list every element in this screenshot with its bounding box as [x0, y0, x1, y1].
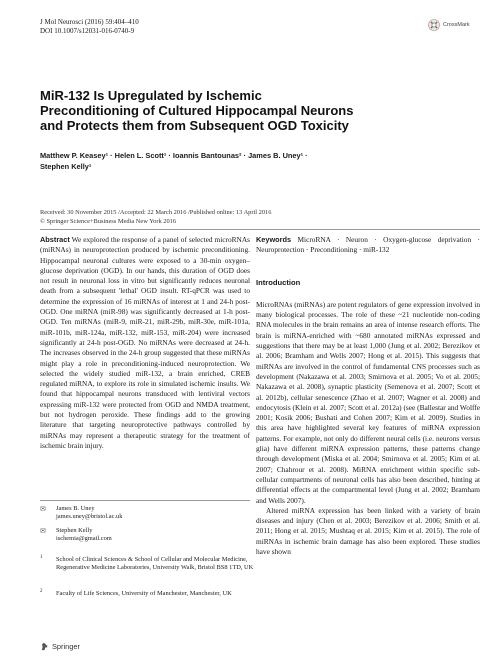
copyright: © Springer Science+Business Media New York 2016: [40, 217, 177, 225]
abstract-block: [40, 235, 250, 451]
publisher-name: Springer: [52, 642, 80, 651]
keywords-text: MicroRNA · Neuron · Oxygen-glucose deprivation · Neuroprotection · Preconditioning · miR-132: [256, 235, 480, 255]
affiliation-number: 1: [40, 555, 43, 560]
affiliation-2: [40, 590, 250, 602]
abstract-label: Abstract: [40, 235, 70, 244]
doi: DOI 10.1007/s12031-016-0740-9: [40, 27, 135, 35]
contact-name: Stephen Kelly: [56, 527, 93, 534]
contact-email[interactable]: ischemia@gmail.com: [56, 535, 112, 543]
authors-line-2: Stephen Kelly¹: [40, 162, 92, 171]
right-column: [256, 235, 480, 557]
contact-kelly: [40, 527, 250, 547]
crossmark-badge[interactable]: [428, 18, 476, 32]
crossmark-label: CrossMark: [443, 22, 470, 28]
introduction-heading: Introduction: [256, 277, 301, 287]
article-title: MiR-132 Is Upregulated by Ischemic Preconditioning of Cultured Hippocampal Neurons and Protects them from Subsequent OGD Toxicity: [40, 88, 354, 133]
keywords-label: Keywords: [256, 235, 292, 244]
publisher-footer: [40, 642, 80, 651]
introduction-paragraph-1: MicroRNAs (miRNAs) are potent regulators of gene expression involved in many biological processes. The role of these ~21 nucleotide non-coding RNA molecules in the brain remains an area of intense research efforts. The brain is miRNA-enriched with ~680 annotated miRNAs expressed and suggestions that there may be at least 1,000 (Jung et al. 2002; Berezikov et al. 2006; Bramham and Wells 2007; Hong et al. 2015). This suggests that miRNAs are involved in the control of fundamental CNS processes such as development (Nakazawa et al. 2003; Smirnova et al. 2005; Vo et al. 2005; Nakazawa et al. 2008), synaptic plasticity (Semenova et al. 2007; Scott et al. 2012b), cellular senescence (Zhao et al. 2007; Wagner et al. 2008) and endocytosis (Klein et al. 2007; Scott et al. 2012a) (see (Ballestar and Wolffe 2001; Kosik 2006; Bushati and Cohen 2007; Kim et al. 2009). Studies in this area have highlighted several key features of miRNA expression patterns. For example, not only do different neural cells (i.e. neurons versus glia) have different miRNA expression patterns, these patterns change through development (Miska et al. 2004; Smirnova et al. 2005; Kim et al. 2007; Chahrour et al. 2008). MiRNA enrichment within specific sub-cellular compartments of neuronal cells has also been described, hinting at differential effects at the compartmental level (Jung et al. 2002; Bramham and Wells 2007).: [256, 299, 480, 505]
dates-block: [40, 209, 340, 226]
contact-name: James B. Uney: [56, 505, 95, 512]
journal-citation: J Mol Neurosci (2016) 59:404–410: [40, 18, 139, 26]
springer-horse-icon: [40, 642, 49, 651]
crossmark-icon: [428, 19, 440, 31]
abstract-text: We explored the response of a panel of selected microRNAs (miRNAs) in neuroprotection produced by ischemic preconditioning. Hippocampal neuronal cultures were exposed to a 30-min oxygen–glucose deprivation (OGD). In our hands, this duration of OGD does not result in neuronal loss in vitro but significantly reduces neuronal death from a subsequent 'lethal' OGD insult. RT-qPCR was used to determine the expression of 16 miRNAs of interest at 1 and 24-h post-OGD. One miRNA (miR-98) was significantly decreased at 1-h post-OGD. Ten miRNAs (miR-9, miR-21, miR-29b, miR-30e, miR-101a, miR-101b, miR-124a, miR-132, miR-153, miR-204) were increased significantly at 24-h post-OGD. No miRNAs were decreased at 24-h. The increases observed in the 24-h group suggested that these miRNAs might play a role in preconditioning-induced neuroprotection. We selected the widely studied miR-132, a brain enriched, CREB regulated miRNA, to explore its role in simulated ischemic insults. We found that hippocampal neurons transduced with lentiviral vectors expressing miR-132 were protected from OGD and NMDA treatment, but not hydrogen peroxide. These findings add to the growing literature that targeting neuroprotective pathways controlled by miRNAs may represent a therapeutic strategy for the treatment of ischemic brain injury.: [40, 235, 250, 450]
affiliation-number: 2: [40, 589, 43, 594]
email-icon: ✉: [40, 527, 46, 535]
email-icon: ✉: [40, 505, 46, 513]
affiliation-1: [40, 555, 254, 586]
affiliation-text: School of Clinical Sciences & School of Cellular and Molecular Medicine, Regenerative Medicine Laboratories, University Walk, Bristol BS8 1TD, UK: [56, 556, 254, 572]
contact-uney: [40, 505, 250, 525]
author-list: [40, 150, 340, 172]
header-divider: [40, 229, 480, 230]
journal-header: [40, 18, 139, 36]
contact-divider: [40, 500, 250, 501]
introduction-paragraph-2: Altered miRNA expression has been linked with a variety of brain diseases and injury (Chen et al. 2003; Berezikov et al. 2006; Smith et al. 2011; Hong et al. 2015; Mushtaq et al. 2015; Kim et al. 2015). The role of miRNAs in ischemic brain damage has also been explored. These studies have shown: [256, 505, 480, 557]
contact-email[interactable]: james.uney@bristol.ac.uk: [56, 513, 123, 521]
received-dates: Received: 30 November 2015 /Accepted: 22 March 2016 /Published online: 13 April 2016: [40, 209, 272, 216]
affiliation-text: Faculty of Life Sciences, University of Manchester, Manchester, UK: [56, 590, 232, 597]
authors-line-1: Matthew P. Keasey¹ · Helen L. Scott¹ · Ioannis Bantounas² · James B. Uney¹ ·: [40, 151, 308, 160]
